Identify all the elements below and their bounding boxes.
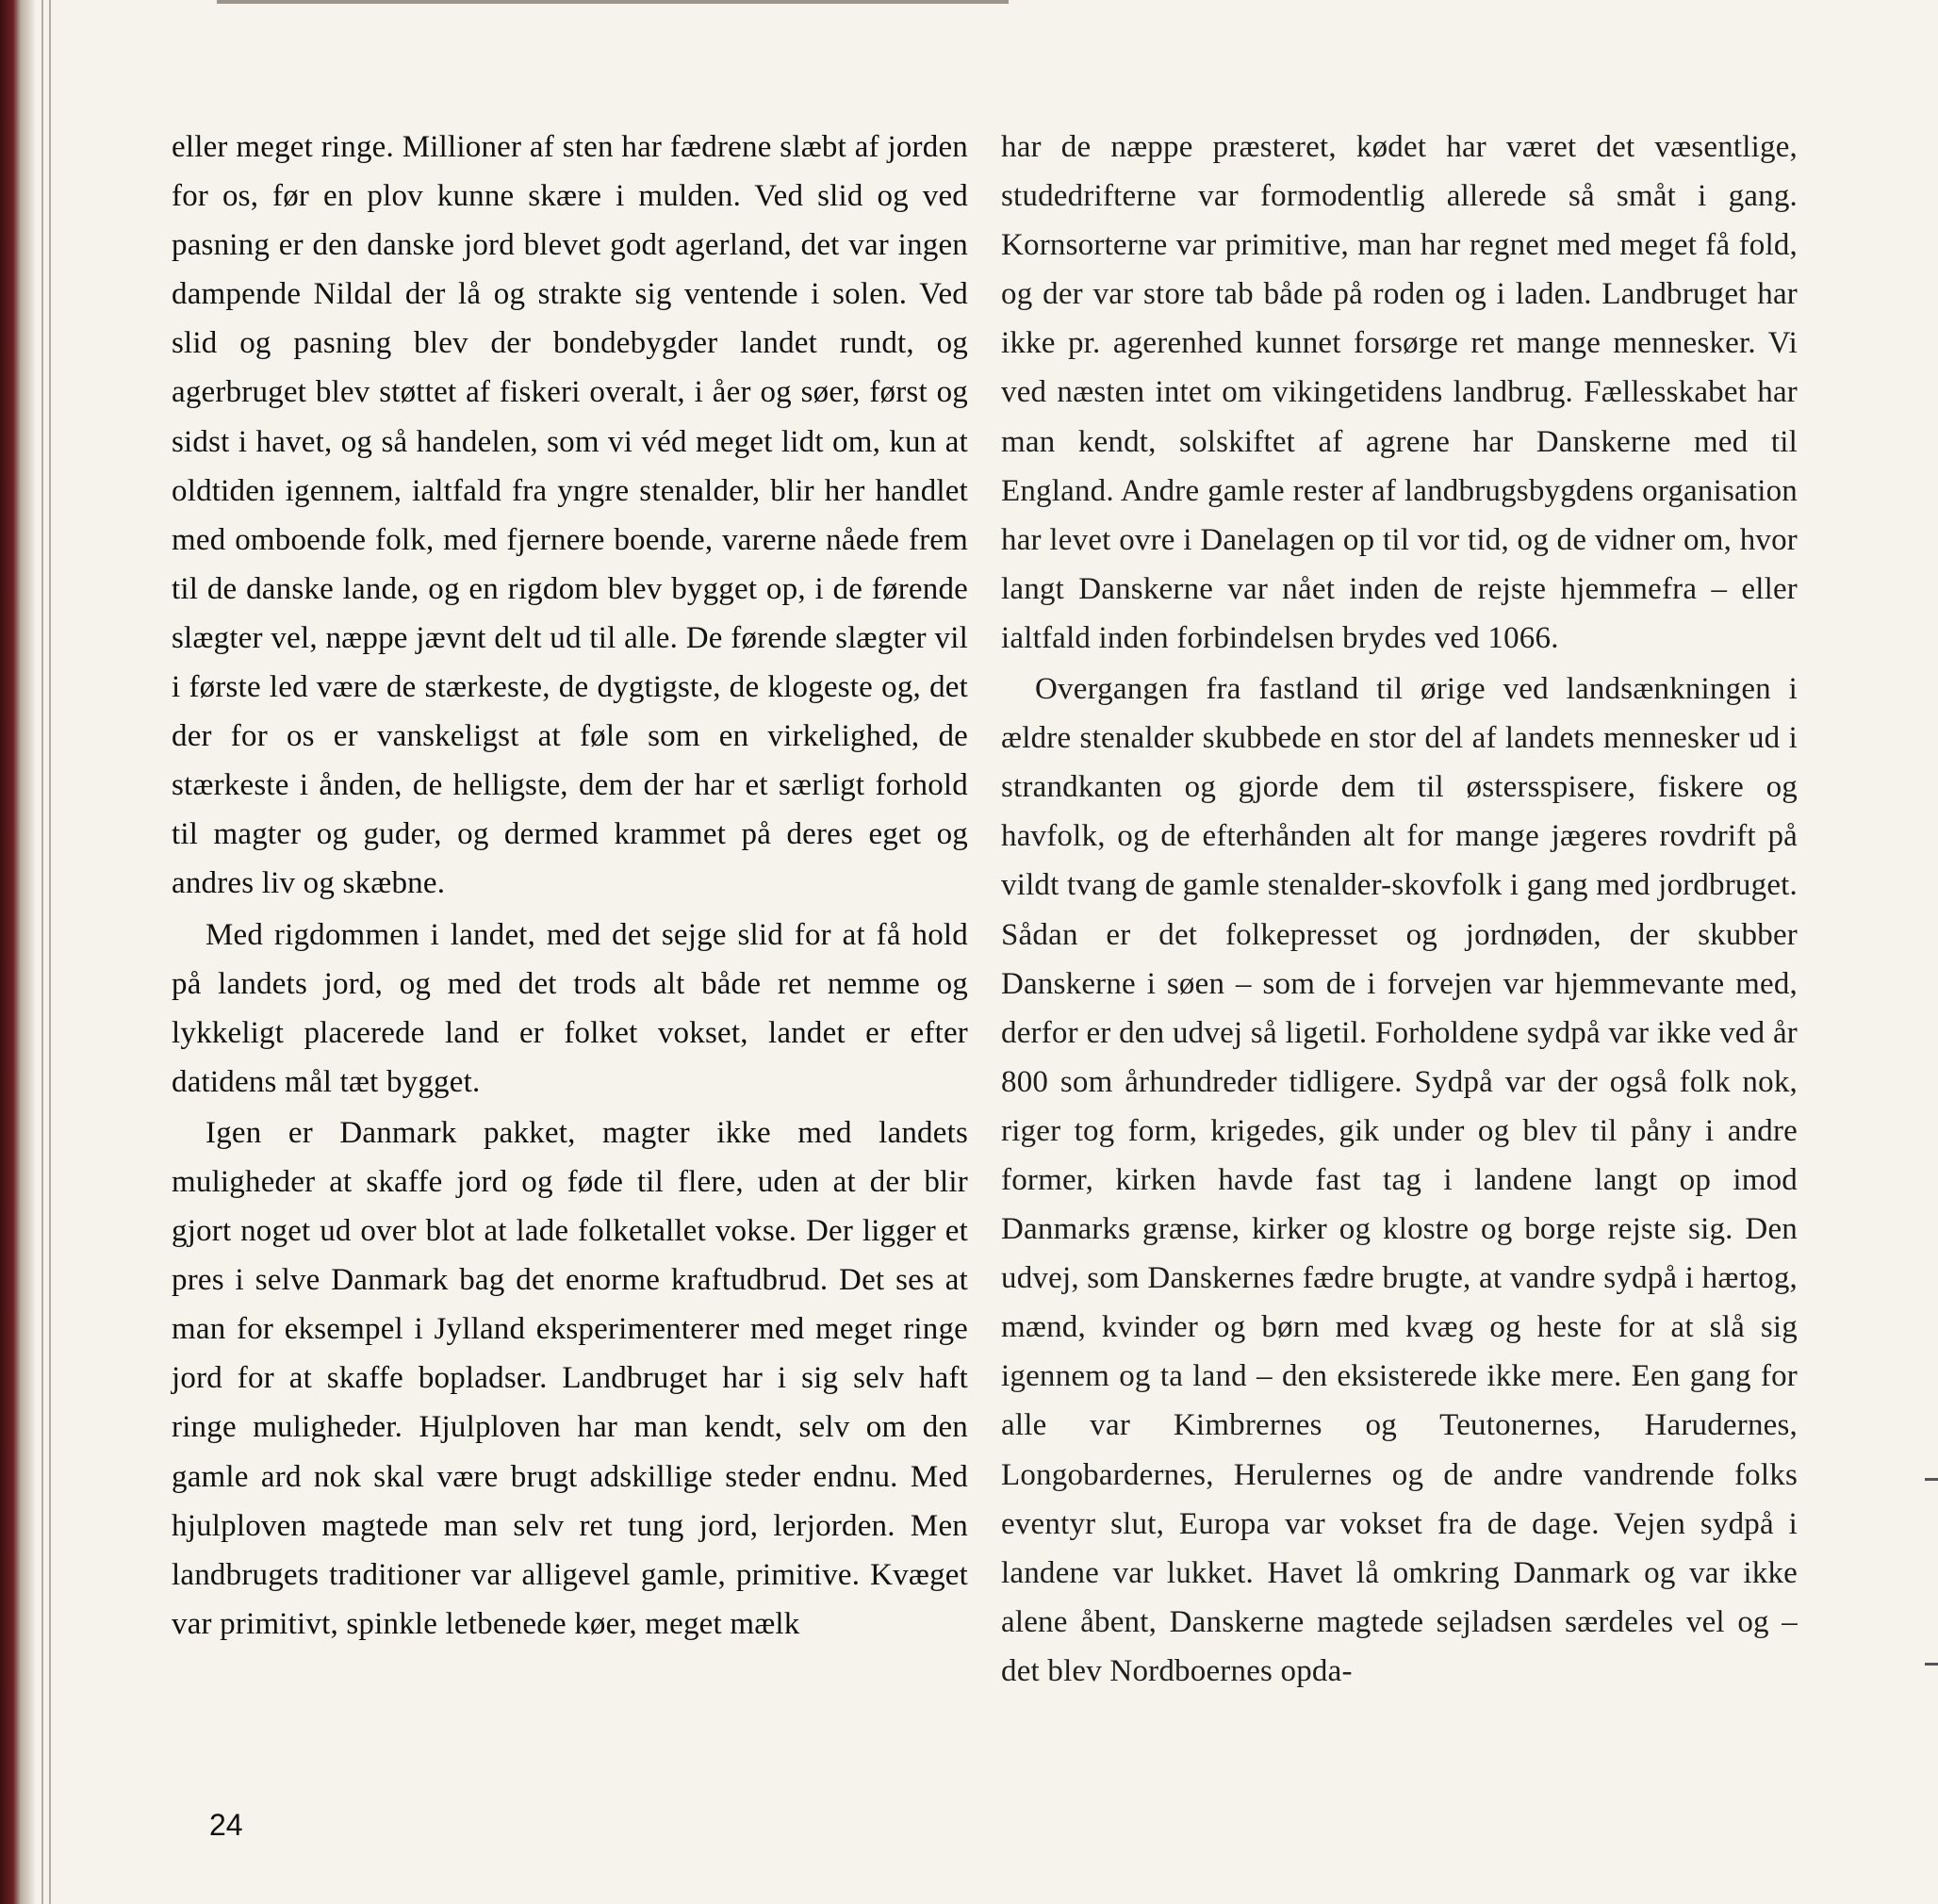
page-edge-line <box>49 0 51 1904</box>
page-edge-line <box>41 0 43 1904</box>
page-mark <box>1925 1663 1938 1666</box>
page-number: 24 <box>209 1808 243 1842</box>
right-text-column <box>1001 123 1798 1696</box>
paragraph: Igen er Danmark pakket, magter ikke med landets muligheder at skaffe jord og føde til flere, uden at der blir gjort noget ud over blot at lade folketallet vokse. Der ligger et pres i selve Danmark bag det enorme kraftudbrud. Det ses at man for eksempel i Jylland eksperimenterer med meget ringe jord for at skaffe bopladser. Landbruget har i sig selv haft ringe muligheder. Hjulploven har man kendt, selv om den gamle ard nok skal være brugt adskillige steder endnu. Med hjulploven magtede man selv ret tung jord, lerjorden. Men landbrugets traditioner var alligevel gamle, primitive. Kvæget var primitivt, spinkle letbenede køer, meget mælk <box>172 1115 968 1641</box>
paragraph: Overgangen fra fastland til ørige ved landsænkningen i ældre stenalder skubbede en stor del af landets mennesker ud i strandkanten og gjorde dem til østersspisere, fiskere og havfolk, og de efterhånden alt for mange jægeres rovdrift på vildt tvang de gamle stenalder-skovfolk i gang med jordbruget. Sådan er det folkepresset og jordnøden, der skubber Danskerne i søen – som de i forvejen var hjemmevante med, derfor er den udvej så ligetil. Forholdene sydpå var ikke ved år 800 som århundreder tidligere. Sydpå var der også folk nok, riger tog form, krigedes, gik under og blev til påny i andre former, kirken havde fast tag i landene langt op imod Danmarks grænse, kirker og klostre og borge rejste sig. Den udvej, som Danskernes fædre brugte, at vandre sydpå i hærtog, mænd, kvinder og børn med kvæg og heste for at slå sig igennem og ta land – den eksisterede ikke mere. Een gang for alle var Kimbrernes og Teutonernes, Harudernes, Longobardernes, Herulernes og de andre vandrende folks eventyr slut, Europa var vokset fra de dage. Vejen sydpå i landene var lukket. Havet lå omkring Danmark og var ikke alene åbent, Danskerne magtede sejladsen særdeles vel og – det blev Nordboernes opda- <box>1001 672 1798 1688</box>
paragraph: har de næppe præsteret, kødet har været det væsentlige, studedrifterne var formodentlig allerede så småt i gang. Kornsorterne var primitive, man har regnet med meget få fold, og der var store tab både på roden og i laden. Landbruget har ikke pr. agerenhed kunnet forsørge ret mange mennesker. Vi ved næsten intet om vikingetidens landbrug. Fællesskabet har man kendt, solskiftet af agrene har Danskerne med til England. Andre gamle rester af landbrugsbygdens organisation har levet ovre i Danelagen op til vor tid, og de vidner om, hvor langt Danskerne var nået inden de rejste hjemmefra – eller ialtfald inden forbindelsen brydes ved 1066. <box>1001 130 1798 655</box>
page-mark <box>1925 1478 1938 1481</box>
left-text-column <box>172 123 968 1649</box>
paragraph: eller meget ringe. Millioner af sten har fædrene slæbt af jorden for os, før en plov kunne skære i mulden. Ved slid og ved pasning er den danske jord blevet godt agerland, det var ingen dampende Nildal der lå og strakte sig ventende i solen. Ved slid og pasning blev der bondebygder landet rundt, og agerbruget blev støttet af fiskeri overalt, i åer og søer, først og sidst i havet, og så handelen, som vi véd meget lidt om, kun at oldtiden igennem, ialtfald fra yngre stenalder, blir her handlet med omboende folk, med fjernere boende, varerne nåede frem til de danske lande, og en rigdom blev bygget op, i de førende slægter vel, næppe jævnt delt ud til alle. De førende slægter vil i første led være de stærkeste, de dygtigste, de klogeste og, det der for os er vanskeligst at føle som en virkelighed, de stærkeste i ånden, de helligste, dem der har et særligt forhold til magter og guder, og dermed krammet på deres eget og andres liv og skæbne. <box>172 130 968 901</box>
book-spine-edge <box>0 0 36 1904</box>
top-page-shadow <box>217 0 1009 4</box>
paragraph: Med rigdommen i landet, med det sejge slid for at få hold på landets jord, og med det trods alt både ret nemme og lykkeligt placerede land er folket vokset, landet er efter datidens mål tæt bygget. <box>172 917 968 1099</box>
